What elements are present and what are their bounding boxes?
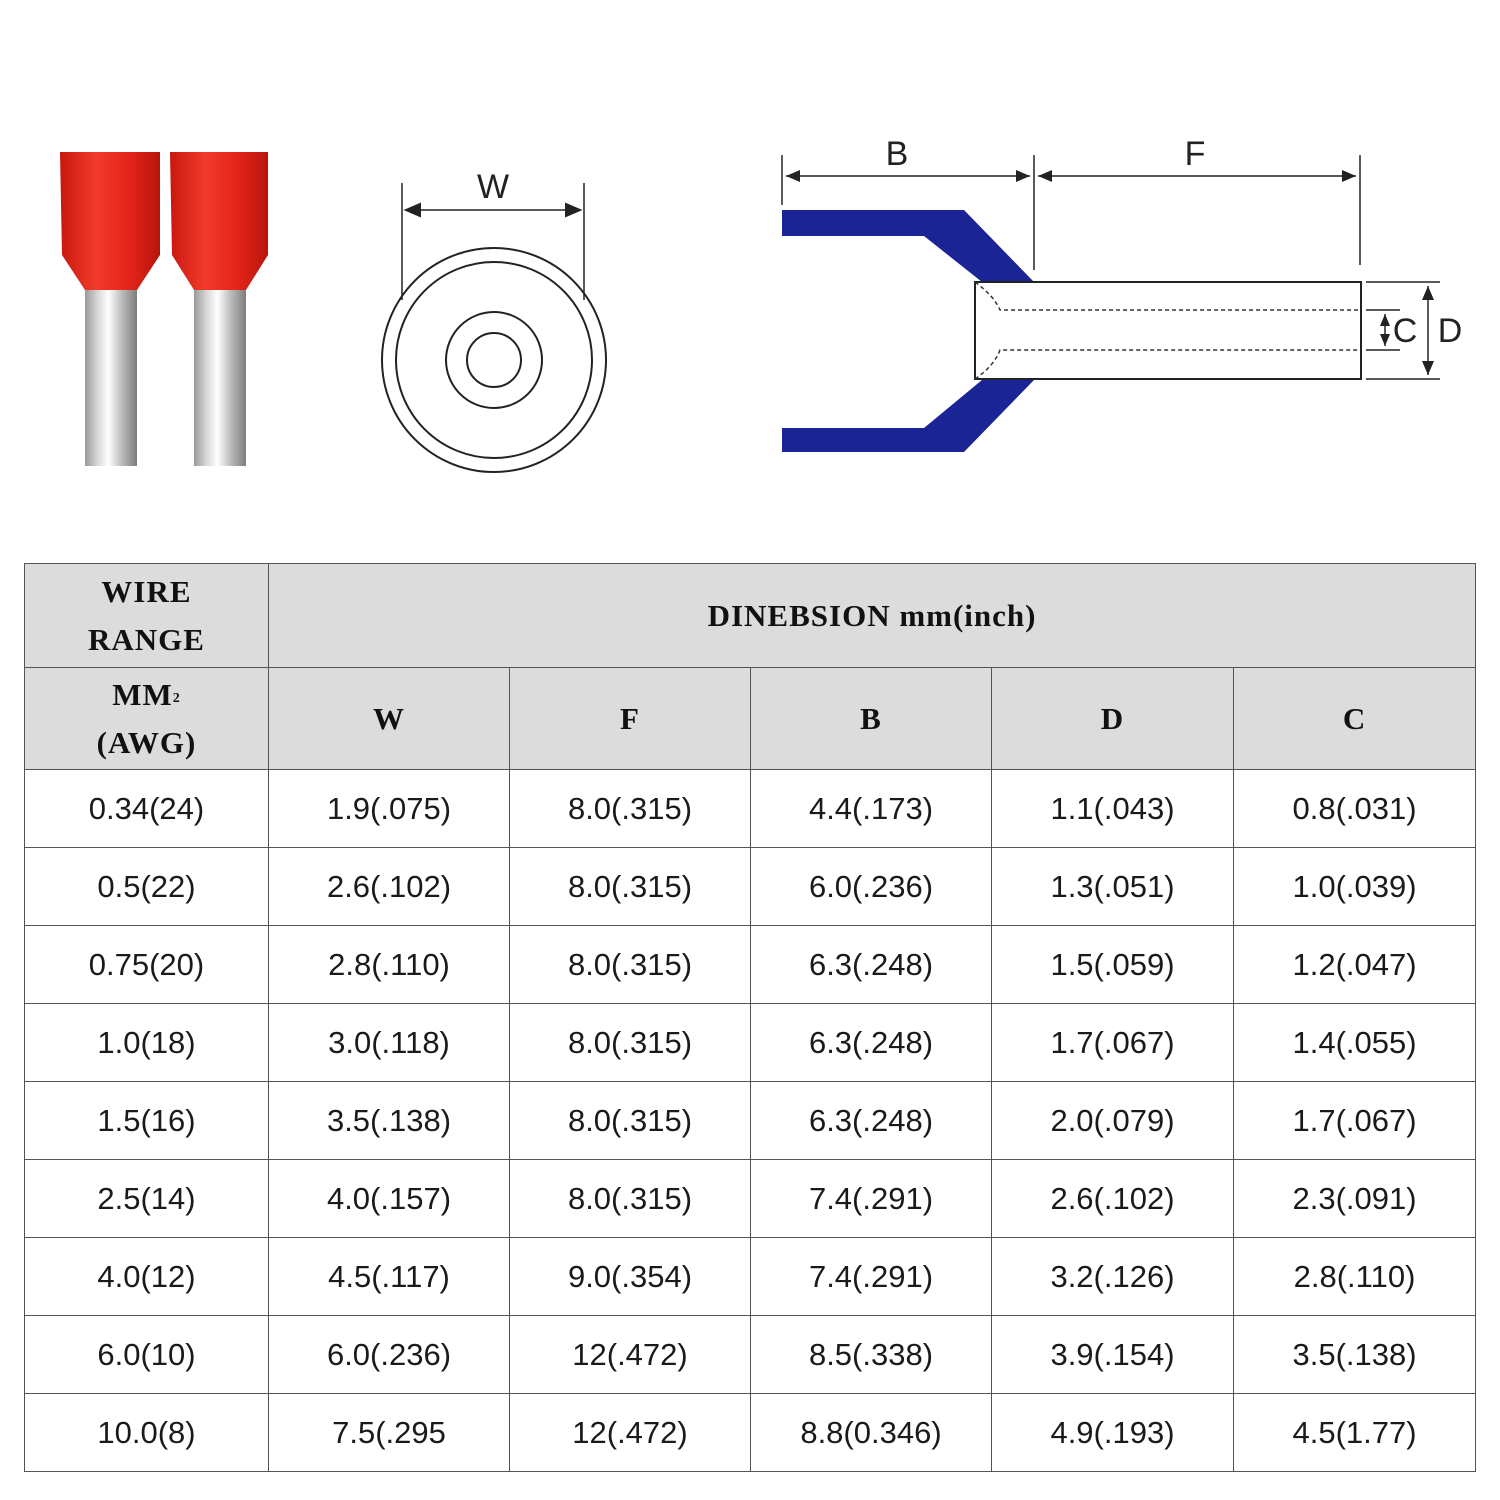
cell-b: 8.5(.338) (751, 1316, 992, 1394)
table-row (25, 1394, 1476, 1472)
cell-w: 3.5(.138) (269, 1082, 510, 1160)
header-wire-range-line1: WIRE (101, 573, 192, 609)
cell-b: 7.4(.291) (751, 1238, 992, 1316)
ferrule-side-view (782, 155, 1440, 452)
cell-d: 4.9(.193) (992, 1394, 1234, 1472)
table-row (25, 848, 1476, 926)
cell-wire-range: 1.0(18) (25, 1004, 269, 1082)
dimension-label-b: B (885, 135, 909, 173)
cell-d: 2.0(.079) (992, 1082, 1234, 1160)
cell-c: 0.8(.031) (1234, 770, 1476, 848)
cell-w: 3.0(.118) (269, 1004, 510, 1082)
table-row (25, 926, 1476, 1004)
cell-c: 1.4(.055) (1234, 1004, 1476, 1082)
table-subheader-row (25, 668, 1476, 770)
cell-w: 2.8(.110) (269, 926, 510, 1004)
cell-c: 1.0(.039) (1234, 848, 1476, 926)
ferrule-photo-right (170, 152, 268, 466)
cell-w: 4.5(.117) (269, 1238, 510, 1316)
column-header-d: D (992, 668, 1234, 770)
cell-b: 8.8(0.346) (751, 1394, 992, 1472)
header-unit (25, 668, 269, 770)
header-wire-range (25, 564, 269, 668)
cell-f: 8.0(.315) (510, 1082, 751, 1160)
cell-d: 1.3(.051) (992, 848, 1234, 926)
cell-d: 3.2(.126) (992, 1238, 1234, 1316)
cell-c: 4.5(1.77) (1234, 1394, 1476, 1472)
cell-b: 6.3(.248) (751, 1004, 992, 1082)
cell-w: 1.9(.075) (269, 770, 510, 848)
cell-f: 12(.472) (510, 1394, 751, 1472)
dimension-label-c: C (1392, 312, 1418, 350)
dimension-label-w: W (476, 168, 510, 206)
cell-b: 7.4(.291) (751, 1160, 992, 1238)
column-header-w: W (269, 668, 510, 770)
cell-f: 8.0(.315) (510, 1004, 751, 1082)
header-unit-sup: 2 (172, 690, 181, 706)
table-row (25, 770, 1476, 848)
cell-w: 6.0(.236) (269, 1316, 510, 1394)
cell-d: 1.7(.067) (992, 1004, 1234, 1082)
cell-c: 1.7(.067) (1234, 1082, 1476, 1160)
cell-f: 8.0(.315) (510, 770, 751, 848)
cell-d: 2.6(.102) (992, 1160, 1234, 1238)
cell-wire-range: 2.5(14) (25, 1160, 269, 1238)
cell-c: 2.3(.091) (1234, 1160, 1476, 1238)
cell-b: 6.0(.236) (751, 848, 992, 926)
column-header-b: B (751, 668, 992, 770)
cell-wire-range: 0.5(22) (25, 848, 269, 926)
cell-wire-range: 10.0(8) (25, 1394, 269, 1472)
cell-wire-range: 6.0(10) (25, 1316, 269, 1394)
header-dimension: DINEBSION mm(inch) (269, 564, 1476, 668)
cell-d: 1.5(.059) (992, 926, 1234, 1004)
header-unit-line1 (25, 671, 268, 719)
dimension-label-d: D (1437, 312, 1463, 350)
column-header-c: C (1234, 668, 1476, 770)
cell-f: 12(.472) (510, 1316, 751, 1394)
header-unit-line2: (AWG) (96, 724, 197, 760)
cell-w: 7.5(.295 (269, 1394, 510, 1472)
cell-f: 9.0(.354) (510, 1238, 751, 1316)
cell-d: 3.9(.154) (992, 1316, 1234, 1394)
cell-w: 2.6(.102) (269, 848, 510, 926)
cell-f: 8.0(.315) (510, 848, 751, 926)
ferrule-front-view (382, 183, 606, 472)
product-illustration (0, 0, 1500, 540)
cell-b: 4.4(.173) (751, 770, 992, 848)
cell-f: 8.0(.315) (510, 926, 751, 1004)
cell-wire-range: 4.0(12) (25, 1238, 269, 1316)
cell-c: 2.8(.110) (1234, 1238, 1476, 1316)
cell-b: 6.3(.248) (751, 926, 992, 1004)
table-row (25, 1004, 1476, 1082)
cell-c: 3.5(.138) (1234, 1316, 1476, 1394)
table-row (25, 1082, 1476, 1160)
table-row (25, 1238, 1476, 1316)
cell-w: 4.0(.157) (269, 1160, 510, 1238)
dimension-table (24, 563, 1476, 1472)
cell-f: 8.0(.315) (510, 1160, 751, 1238)
cell-wire-range: 0.34(24) (25, 770, 269, 848)
column-header-f: F (510, 668, 751, 770)
cell-wire-range: 1.5(16) (25, 1082, 269, 1160)
dimension-label-f: F (1184, 135, 1206, 173)
ferrule-photo-left (60, 152, 160, 466)
cell-c: 1.2(.047) (1234, 926, 1476, 1004)
cell-wire-range: 0.75(20) (25, 926, 269, 1004)
table-row (25, 1160, 1476, 1238)
header-wire-range-line2: RANGE (88, 621, 205, 657)
table-row (25, 1316, 1476, 1394)
cell-d: 1.1(.043) (992, 770, 1234, 848)
table-body (25, 770, 1476, 1472)
header-unit-mm: MM (112, 676, 173, 712)
table-header-row (25, 564, 1476, 668)
cell-b: 6.3(.248) (751, 1082, 992, 1160)
